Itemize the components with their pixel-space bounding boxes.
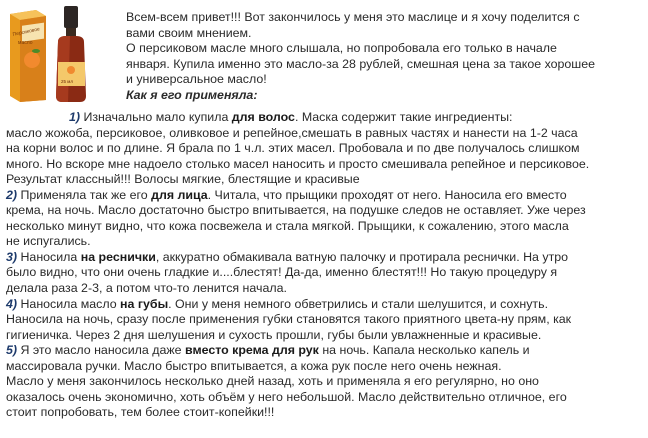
highlight: на губы (120, 296, 169, 311)
item-number: 4) (6, 296, 18, 311)
intro-line: и универсальное масло! (126, 72, 267, 87)
item-3-line: 3) Наносила на реснички, аккуратно обмакивала ватную палочку и протирала реснички. На утро (6, 249, 569, 264)
highlight: на реснички (80, 249, 156, 264)
intro-line: вами своим мнением. (126, 25, 252, 40)
box-label-word: масло (18, 40, 33, 46)
item-2-line: не испугались. (6, 234, 91, 249)
item-4-line: 4) Наносила масло на губы. Они у меня немного обветрились и стали шелушится, и сохнуть. (6, 296, 549, 311)
outro-line: стоит попробовать, тем более стоит-копейки!!! (6, 405, 275, 420)
bottle-cap (64, 6, 78, 28)
item-1-line: 1) Изначально мало купила для волос. Маска содержит такие ингредиенты: (69, 110, 513, 124)
item-2-line: крема, на ночь. Масло достаточно быстро впитывается, на подушке следов не оставляет. Уже через (6, 203, 586, 218)
highlight: для волос (231, 110, 295, 124)
item-1-line: много. Но вскоре мне надоело столько масел наносить и просто смешивала репейное и персиковое. (6, 156, 590, 171)
item-4-line: Наносила на ночь, сразу после применения губки становятся такого приятного цвета-ну прям, как (6, 312, 572, 327)
peach-oil-product-image (6, 4, 114, 104)
item-3-line: делала раза 2-3, а потом что-то ленится начала. (6, 281, 287, 296)
item-2-line: 2) Применяла так же его для лица. Читала, что прыщики проходят от него. Наносила его вместо (6, 187, 567, 202)
item-1-line: Результат классный!!! Волосы мягкие, блестящие и красивые (6, 172, 360, 187)
item-2-line: несколько минут видно, что кожа посвежела и стала мягкой. Прыщики, к сожалению, этого масла (6, 218, 569, 233)
item-number: 5) (6, 343, 18, 358)
item-4-line: гигиеничка. Через 2 дня шелушения и сухость прошли, губы были увлажненные и красивые. (6, 327, 542, 342)
item-number: 1) (69, 110, 81, 124)
peach-icon (24, 52, 40, 68)
review-body (6, 110, 642, 421)
intro-line: О персиковом масле много слышала, но попробовала его только в начале (126, 41, 557, 56)
outro-line: оказалось очень экономично, хоть объём у него небольшой. Масло действительно отличное, его (6, 389, 567, 404)
highlight: вместо крема для рук (184, 343, 319, 358)
highlight: для лица (151, 187, 208, 202)
intro-section (126, 10, 641, 103)
intro-line: Всем-всем привет!!! Вот закончилось у меня это маслице и я хочу поделится с (126, 10, 580, 24)
box-brand-text: Персиковое (12, 26, 41, 38)
bottle-volume-text: 25 мл (61, 79, 73, 84)
item-1-line: на корни волос и по длине. Я брала по 1 ч.л. этих масел. Пробовала и по две получалось слишком (6, 141, 580, 156)
item-1-line: масло жожоба, персиковое, оливковое и репейное,смешать в равных частях и нанести на 1-2 часа (6, 125, 578, 140)
item-number: 2) (6, 187, 18, 202)
how-heading: Как я его применяла: (126, 87, 258, 102)
intro-line: января. Купила именно это масло-за 28 рублей, смешная цена за такое хорошее (126, 56, 596, 71)
item-5-line: массировала ручки. Масло быстро впитывается, а кожа рук после него очень нежная. (6, 358, 502, 373)
item-number: 3) (6, 249, 18, 264)
item-3-line: было видно, что они очень гладкие и....блестят! Да-да, именно блестят!!! Но такую процедуру я (6, 265, 558, 280)
item-5-line: 5) Я это масло наносила даже вместо крема для рук на ночь. Капала несколько капель и (6, 343, 530, 358)
outro-line: Масло у меня закончилось несколько дней назад, хоть и применяла я его регулярно, но оно (6, 374, 539, 389)
